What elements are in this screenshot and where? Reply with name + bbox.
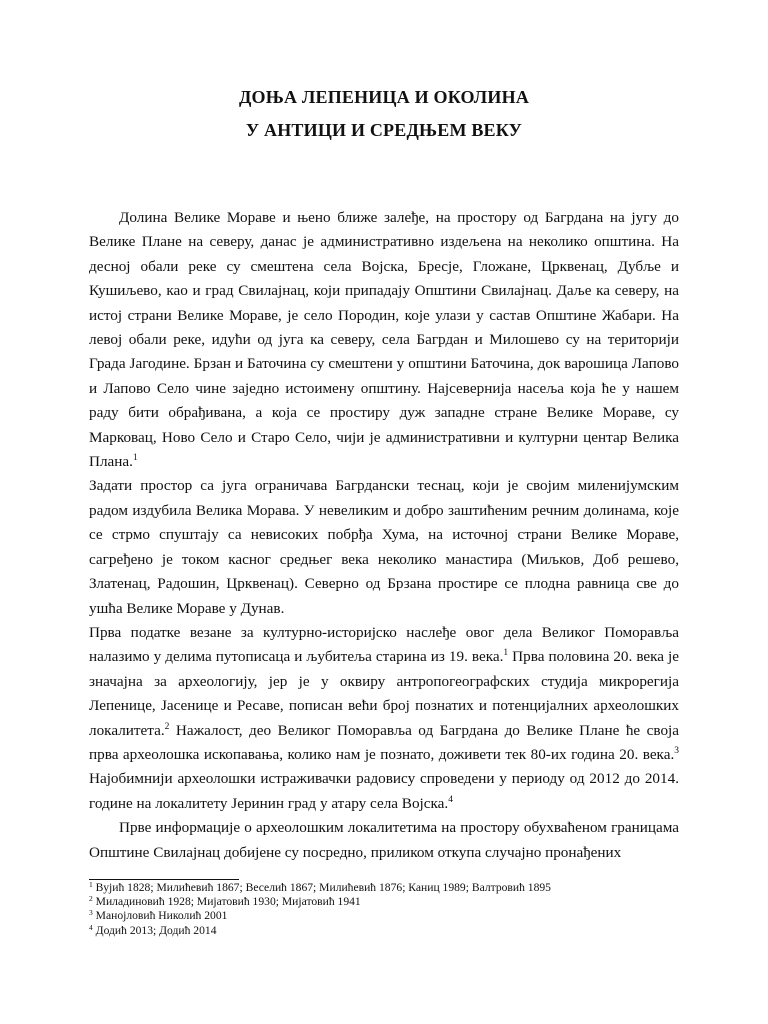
paragraph-2-text: Задати простор са југа ограничава Багрдански теснац, који је својим миленијумским радом издубила Велика Морава. У невеликим и добро заштићеним речним долинама, које се стрмо спуштају са невисоких побрђа Хума, на источној страни Велике Мораве, сагређено је током касног средњег века неколико манастира (Миљков, Доб решево, Златенац, Радошин, Црквенац). Северно од Брзана простире се плодна равница све до ушћа Велике Мораве у Дунав. [89, 477, 679, 617]
footnote-number: 1 [89, 880, 93, 889]
footnote-item [89, 924, 679, 938]
footnote-text: Манојловић Николић 2001 [95, 909, 228, 923]
footnote-text: Миладиновић 1928; Мијатовић 1930; Мијатовић 1941 [95, 895, 361, 909]
paragraph-2 [89, 474, 679, 620]
footnote-text: Додић 2013; Додић 2014 [95, 923, 217, 937]
paragraph-4-text: Прве информације о археолошким локалитетима на простору обухваћеном границама Општине Свилајнац добијене су посредно, приликом откупа случајно пронађених [89, 819, 679, 861]
footnote-text: Вујић 1828; Милићевић 1867; Веселић 1867; Милићевић 1876; Каниц 1989; Валтровић 1895 [95, 881, 551, 894]
footnote-ref: 3 [674, 745, 679, 756]
footnote-item [89, 895, 679, 909]
footnote-number: 2 [89, 894, 93, 904]
document-title-line-1: ДОЊА ЛЕПЕНИЦА И ОКОЛИНА [238, 87, 530, 107]
paragraph-1-text: Долина Велике Мораве и њено ближе залеђе, на простору од Багрдана на југу до Велике Плане на северу, данас је административно издељена на неколико општина. На десној обали реке су смештена села Војска, Бресје, Гложане, Црквенац, Дубље и Кушиљево, као и град Свилајнац, који припадају Општини Свилајнац. Даље ка северу, на истој страни Велике Мораве, је село Породин, које улази у састав Општине Жабари. На левој обали реке, идући од југа ка северу, села Багрдан и Милошево су на територији Града Јагодине. Брзан и Баточина су смештени у општини Баточина, док варошица Лапово и Лапово Село чине заједно истоимену општину. Најсевернија насеља која ће у нашем раду бити обрађивана, а која се простиру дуж западне стране Велике Мораве, су Марковац, Ново Село и Старо Село, чији је административни и културни центар Велика Плана. [89, 209, 679, 471]
paragraph-3-text-c: Нажалост, део Великог Поморавља од Багрдана до Велике Плане ће своја прва археолошка ископавања, колико нам је познато, доживети тек 80-их година 20. века. [89, 721, 679, 763]
footnote-ref: 1 [132, 453, 138, 464]
paragraph-3 [89, 621, 679, 816]
footnote-ref: 2 [164, 721, 170, 732]
footnote-ref: 4 [448, 794, 453, 805]
footnote-ref: 1 [503, 648, 509, 659]
paragraph-3-text-d: Најобимнији археолошки истраживачки радовису спроведени у периоду од 2012 до 2014. године на локалитету Јеринин град у атару села Војска. [89, 770, 679, 812]
footnote-number: 4 [89, 922, 93, 932]
document-title-line-2: У АНТИЦИ И СРЕДЊЕМ ВЕКУ [245, 120, 523, 140]
paragraph-3-text-b: Прва половина 20. века је значајна за археологију, јер је у оквиру антропогеографских студија микрорегија Лепенице, Јасенице и Ресаве, пописан већи број познатих и потенцијалних археолошких локалитета. [89, 648, 679, 739]
document-body [89, 206, 679, 865]
footnote-item [89, 909, 679, 923]
paragraph-4 [89, 816, 679, 865]
paragraph-1 [89, 206, 679, 474]
footnote-item [89, 881, 679, 895]
paragraph-3-text-a: Прва податке везане за културно-историјско наслеђе овог дела Великог Поморавља налазимо у делима путописаца и љубитеља старина из 19. века. [89, 623, 679, 666]
footnote-number: 3 [89, 908, 93, 918]
footnotes [89, 881, 679, 938]
footnote-separator [89, 879, 239, 880]
